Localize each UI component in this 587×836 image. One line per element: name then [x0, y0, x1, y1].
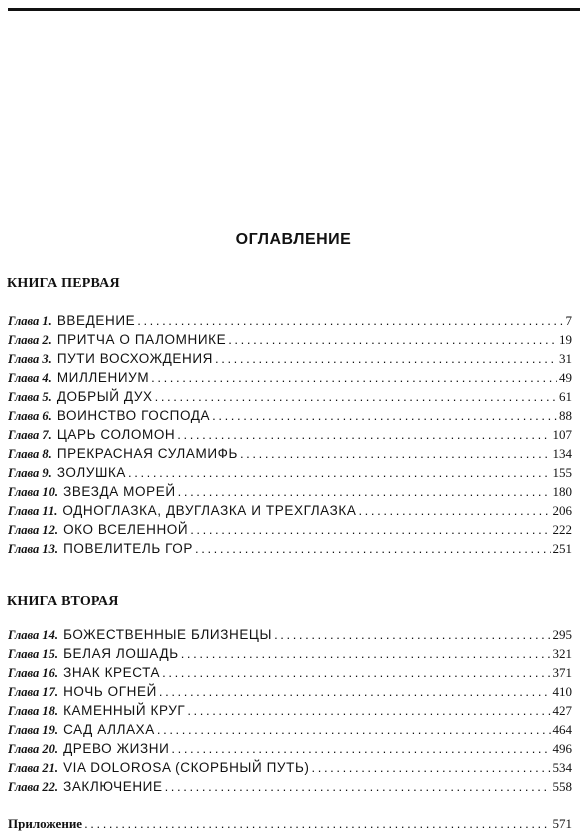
chapter-title: ПРЕКРАСНАЯ СУЛАМИФЬ [56, 446, 238, 461]
toc-entry[interactable] [8, 520, 572, 539]
chapter-number: Глава 5. [8, 390, 52, 404]
chapter-title: НОЧЬ ОГНЕЙ [63, 684, 157, 699]
toc-entry[interactable] [8, 406, 572, 425]
chapter-title: VIA DOLOROSA (СКОРБНЫЙ ПУТЬ) [63, 760, 310, 775]
dot-leader [165, 777, 551, 796]
dot-leader [240, 444, 551, 463]
page-number: 321 [552, 646, 572, 661]
chapter-number: Глава 4. [8, 371, 52, 385]
chapter-number: Глава 6. [8, 409, 52, 423]
toc-entry[interactable] [8, 482, 572, 501]
chapter-title: МИЛЛЕНИУМ [56, 370, 150, 385]
page-number: 222 [552, 522, 572, 537]
page-number: 31 [559, 351, 572, 366]
dot-leader [178, 482, 551, 501]
chapter-number: Глава 13. [8, 542, 59, 556]
chapter-title: ЗАКЛЮЧЕНИЕ [63, 779, 163, 794]
toc-entry[interactable] [8, 368, 572, 387]
chapter-number: Глава 21. [8, 761, 59, 775]
chapter-title: ОКО ВСЕЛЕННОЙ [63, 522, 189, 537]
top-rule [8, 8, 580, 11]
dot-leader [187, 701, 550, 720]
page-number: 206 [552, 503, 572, 518]
dot-leader [195, 539, 550, 558]
chapter-number: Глава 20. [8, 742, 59, 756]
toc-entry[interactable] [8, 330, 572, 349]
dot-leader [274, 625, 550, 644]
page-number: 464 [552, 722, 572, 737]
chapter-number: Глава 19. [8, 723, 59, 737]
toc-entry[interactable] [8, 539, 572, 558]
page-number: 558 [552, 779, 572, 794]
chapter-title: ЗВЕЗДА МОРЕЙ [63, 484, 176, 499]
chapter-number: Глава 12. [8, 523, 59, 537]
chapter-title: БЕЛАЯ ЛОШАДЬ [63, 646, 179, 661]
dot-leader [215, 349, 557, 368]
chapter-title: ДРЕВО ЖИЗНИ [63, 741, 170, 756]
chapter-number: Глава 3. [8, 352, 52, 366]
toc-entry[interactable] [8, 644, 572, 663]
toc-entry[interactable] [8, 387, 572, 406]
dot-leader [128, 463, 550, 482]
page-number: 107 [552, 427, 572, 442]
chapter-title: ВОИНСТВО ГОСПОДА [56, 408, 211, 423]
toc-entry[interactable] [8, 720, 572, 739]
chapter-title: САД АЛЛАХА [63, 722, 155, 737]
chapter-title: КАМЕННЫЙ КРУГ [63, 703, 186, 718]
book-two-heading: КНИГА ВТОРАЯ [7, 594, 119, 609]
chapter-number: Глава 14. [8, 628, 59, 642]
toc-entry[interactable] [8, 682, 572, 701]
appendix-title: Приложение [8, 816, 83, 831]
toc-entry[interactable] [8, 311, 572, 330]
chapter-title: ЗНАК КРЕСТА [63, 665, 161, 680]
page-title: ОГЛАВЛЕНИЕ [235, 231, 352, 248]
page-number: 295 [552, 627, 572, 642]
page-number: 88 [559, 408, 572, 423]
dot-leader [181, 644, 551, 663]
chapter-number: Глава 15. [8, 647, 59, 661]
chapter-number: Глава 9. [8, 466, 52, 480]
chapter-title: БОЖЕСТВЕННЫЕ БЛИЗНЕЦЫ [63, 627, 273, 642]
toc-entry[interactable] [8, 349, 572, 368]
toc-entry[interactable] [8, 501, 572, 520]
chapter-number: Глава 2. [8, 333, 52, 347]
chapter-title: ЗОЛУШКА [56, 465, 127, 480]
dot-leader [159, 682, 551, 701]
page-number: 371 [552, 665, 572, 680]
dot-leader [157, 720, 551, 739]
toc-entry[interactable] [8, 425, 572, 444]
dot-leader [228, 330, 557, 349]
chapter-title: ЦАРЬ СОЛОМОН [56, 427, 176, 442]
chapter-number: Глава 8. [8, 447, 52, 461]
chapter-number: Глава 1. [8, 314, 52, 328]
dot-leader [190, 520, 550, 539]
toc-entry[interactable] [8, 777, 572, 796]
toc-entry[interactable] [8, 739, 572, 758]
book-one-heading: КНИГА ПЕРВАЯ [7, 276, 120, 291]
dot-leader [151, 368, 557, 387]
chapter-number: Глава 16. [8, 666, 59, 680]
book-one-chapter-list [8, 311, 572, 558]
page-number: 427 [552, 703, 572, 718]
toc-entry[interactable] [8, 663, 572, 682]
toc-entry-appendix[interactable] [8, 814, 572, 833]
chapter-number: Глава 11. [8, 504, 58, 518]
page-number: 49 [559, 370, 572, 385]
dot-leader [171, 739, 550, 758]
toc-entry[interactable] [8, 444, 572, 463]
chapter-title: ПУТИ ВОСХОЖДЕНИЯ [56, 351, 214, 366]
chapter-number: Глава 17. [8, 685, 59, 699]
toc-entry[interactable] [8, 463, 572, 482]
page-number: 61 [559, 389, 572, 404]
dot-leader [155, 387, 557, 406]
toc-entry[interactable] [8, 625, 572, 644]
book-two-chapter-list [8, 625, 572, 796]
chapter-number: Глава 22. [8, 780, 59, 794]
toc-entry[interactable] [8, 701, 572, 720]
page-number: 7 [565, 313, 572, 328]
page-number: 19 [559, 332, 572, 347]
toc-entry[interactable] [8, 758, 572, 777]
chapter-number: Глава 10. [8, 485, 59, 499]
dot-leader [212, 406, 557, 425]
page-number: 496 [552, 741, 572, 756]
chapter-title: ОДНОГЛАЗКА, ДВУГЛАЗКА И ТРЕХГЛАЗКА [62, 503, 357, 518]
chapter-title: ДОБРЫЙ ДУХ [56, 389, 153, 404]
dot-leader [177, 425, 550, 444]
chapter-number: Глава 18. [8, 704, 59, 718]
dot-leader [84, 814, 550, 833]
page-number: 571 [552, 816, 572, 831]
dot-leader [162, 663, 550, 682]
page-number: 180 [552, 484, 572, 499]
dot-leader [137, 311, 563, 330]
page-number: 134 [552, 446, 572, 461]
chapter-title: ПРИТЧА О ПАЛОМНИКЕ [56, 332, 227, 347]
page-number: 251 [552, 541, 572, 556]
page-number: 410 [552, 684, 572, 699]
chapter-title: ВВЕДЕНИЕ [56, 313, 136, 328]
dot-leader [358, 501, 550, 520]
chapter-number: Глава 7. [8, 428, 52, 442]
chapter-title: ПОВЕЛИТЕЛЬ ГОР [63, 541, 194, 556]
page-number: 155 [552, 465, 572, 480]
dot-leader [312, 758, 551, 777]
page-number: 534 [552, 760, 572, 775]
